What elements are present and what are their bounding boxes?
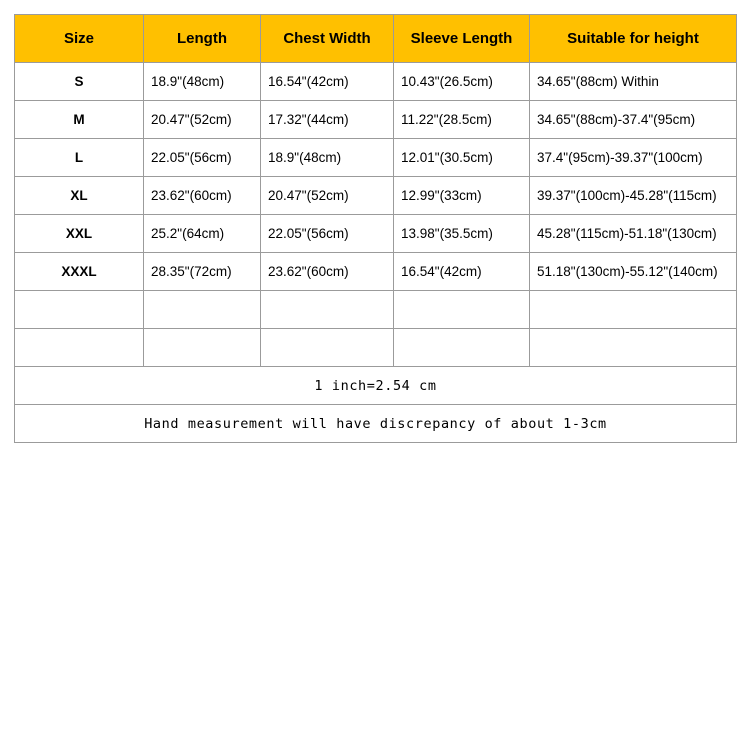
cell-length: 18.9"(48cm) bbox=[144, 63, 261, 101]
table-row bbox=[15, 139, 737, 177]
garment-diagram-svg bbox=[0, 451, 750, 741]
cell-height: 34.65"(88cm) Within bbox=[530, 63, 737, 101]
column-header-suitable-for-height: Suitable for height bbox=[530, 15, 737, 63]
cell-height: 37.4"(95cm)-39.37"(100cm) bbox=[530, 139, 737, 177]
table-row bbox=[15, 177, 737, 215]
cell-size: XXL bbox=[15, 215, 144, 253]
garment-measurement-diagram bbox=[0, 451, 750, 741]
cell-size: L bbox=[15, 139, 144, 177]
cell-chest-width: 20.47"(52cm) bbox=[261, 177, 394, 215]
cell-sleeve-length: 10.43"(26.5cm) bbox=[394, 63, 530, 101]
cell-length: 20.47"(52cm) bbox=[144, 101, 261, 139]
column-header-chest-width: Chest Width bbox=[261, 15, 394, 63]
cell-sleeve-length bbox=[394, 291, 530, 329]
cell-size bbox=[15, 291, 144, 329]
cell-chest-width: 22.05"(56cm) bbox=[261, 215, 394, 253]
cell-length: 25.2"(64cm) bbox=[144, 215, 261, 253]
table-header-row bbox=[15, 15, 737, 63]
cell-height: 34.65"(88cm)-37.4"(95cm) bbox=[530, 101, 737, 139]
table-row bbox=[15, 329, 737, 367]
cell-height: 39.37"(100cm)-45.28"(115cm) bbox=[530, 177, 737, 215]
column-header-size: Size bbox=[15, 15, 144, 63]
cell-size: S bbox=[15, 63, 144, 101]
cell-height: 45.28"(115cm)-51.18"(130cm) bbox=[530, 215, 737, 253]
cell-sleeve-length: 16.54"(42cm) bbox=[394, 253, 530, 291]
table-row bbox=[15, 63, 737, 101]
cell-size: XL bbox=[15, 177, 144, 215]
note-measurement-discrepancy: Hand measurement will have discrepancy of about 1-3cm bbox=[15, 405, 737, 443]
cell-length: 22.05"(56cm) bbox=[144, 139, 261, 177]
cell-height: 51.18"(130cm)-55.12"(140cm) bbox=[530, 253, 737, 291]
cell-chest-width: 23.62"(60cm) bbox=[261, 253, 394, 291]
table-row bbox=[15, 101, 737, 139]
cell-chest-width: 17.32"(44cm) bbox=[261, 101, 394, 139]
size-table bbox=[14, 14, 737, 443]
table-row bbox=[15, 291, 737, 329]
cell-length bbox=[144, 329, 261, 367]
cell-size: M bbox=[15, 101, 144, 139]
cell-size bbox=[15, 329, 144, 367]
cell-chest-width bbox=[261, 329, 394, 367]
cell-height bbox=[530, 291, 737, 329]
cell-sleeve-length: 13.98"(35.5cm) bbox=[394, 215, 530, 253]
cell-length: 23.62"(60cm) bbox=[144, 177, 261, 215]
cell-length bbox=[144, 291, 261, 329]
cell-chest-width: 16.54"(42cm) bbox=[261, 63, 394, 101]
size-table-body bbox=[15, 63, 737, 443]
size-table-header bbox=[15, 15, 737, 63]
note-inch-conversion: 1 inch=2.54 cm bbox=[15, 367, 737, 405]
cell-length: 28.35"(72cm) bbox=[144, 253, 261, 291]
cell-height bbox=[530, 329, 737, 367]
cell-chest-width: 18.9"(48cm) bbox=[261, 139, 394, 177]
cell-sleeve-length: 12.99"(33cm) bbox=[394, 177, 530, 215]
table-row bbox=[15, 253, 737, 291]
column-header-length: Length bbox=[144, 15, 261, 63]
cell-chest-width bbox=[261, 291, 394, 329]
table-note-row bbox=[15, 367, 737, 405]
cell-sleeve-length bbox=[394, 329, 530, 367]
table-row bbox=[15, 215, 737, 253]
table-note-row bbox=[15, 405, 737, 443]
cell-sleeve-length: 11.22"(28.5cm) bbox=[394, 101, 530, 139]
cell-sleeve-length: 12.01"(30.5cm) bbox=[394, 139, 530, 177]
cell-size: XXXL bbox=[15, 253, 144, 291]
column-header-sleeve-length: Sleeve Length bbox=[394, 15, 530, 63]
